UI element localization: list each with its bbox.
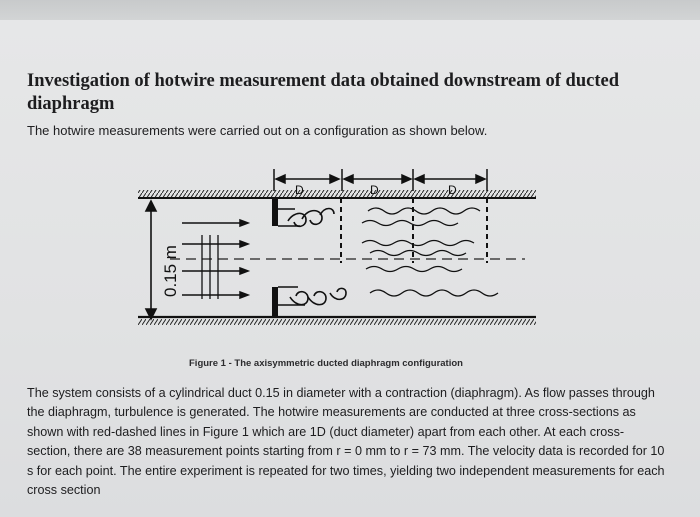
diaphragm-diagram: [130, 163, 540, 335]
diaphragm-plate-bottom: [272, 287, 278, 317]
duct-wall-bottom-hatch: [138, 319, 536, 325]
spacing-label-1: D: [295, 183, 304, 197]
spacing-label-3: D: [448, 183, 457, 197]
turbulent-waves: [362, 208, 498, 296]
top-band: [0, 0, 700, 21]
diaphragm-plate-top: [272, 198, 278, 226]
vortices: [288, 209, 346, 305]
document-title: Investigation of hotwire measurement data obtained downstream of ducted diaphragm: [27, 71, 619, 114]
figure-caption: Figure 1 - The axisymmetric ducted diaphragm configuration: [189, 358, 463, 369]
duct-wall-top-hatch: [138, 190, 536, 197]
spacing-label-2: D: [370, 183, 379, 197]
document-subtitle: The hotwire measurements were carried out on a configuration as shown below.: [27, 123, 488, 138]
body-paragraph: The system consists of a cylindrical duct 0.15 in diameter with a contraction (diaphragm). As flow passes through the diaphragm, turbulence is generated. The hotwire measurements are conducted at three cross-sections as shown with red-dashed lines in Figure 1 which are 1D (duct diameter) apart from each other. At each cross-section, there are 38 measurement points starting from r = 0 mm to r = 73 mm. The velocity data is recorded for 10 s for each point. The entire experiment is repeated for two times, yielding two independent measurements for each cross section: [27, 386, 665, 498]
spacing-arrows: [276, 175, 485, 183]
diameter-dimension: [146, 201, 156, 319]
diameter-label: 0.15 m: [161, 245, 180, 297]
